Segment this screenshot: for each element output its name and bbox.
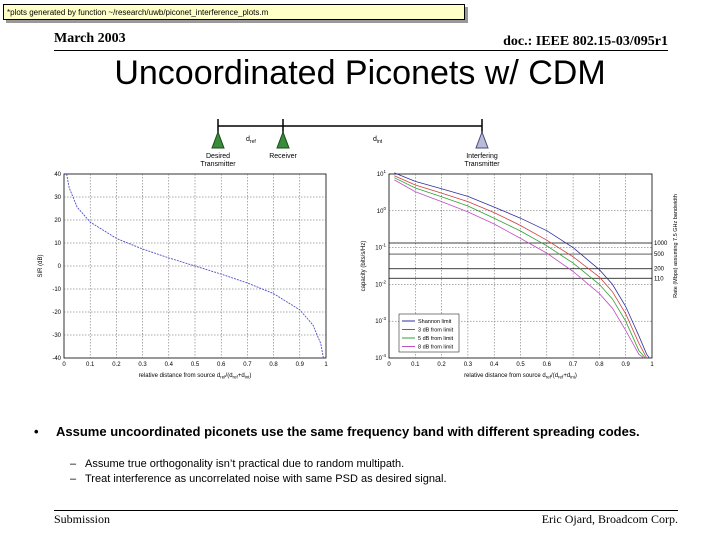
- legend-entry: 8 dB from limit: [418, 344, 454, 351]
- capacity-y-tick-label: $10^{-1}$: [375, 242, 386, 252]
- slide-title: Uncoordinated Piconets w/ CDM: [114, 54, 606, 92]
- capacity-x-tick-label: 0.6: [542, 362, 551, 368]
- legend-entry: Shannon limit: [418, 319, 452, 325]
- footer-rule: [54, 510, 678, 511]
- desired-label-1: Desired: [205, 153, 231, 160]
- dash-glyph: –: [70, 458, 77, 470]
- d-ref-label: $d_{ref}$: [246, 136, 256, 145]
- capacity-x-axis-label: relative distance from source $d_{ref}/(d_{ref}+d_{int})$: [464, 373, 577, 380]
- sir-x-tick-label: 0.6: [217, 362, 226, 368]
- main-bullet: [34, 424, 654, 439]
- capacity-x-tick-label: 0.8: [595, 362, 604, 368]
- dash-glyph: –: [70, 473, 77, 485]
- sir-y-tick-label: -20: [52, 310, 61, 316]
- sir-x-tick-label: 0.2: [112, 362, 121, 368]
- sir-y-axis-label: SIR (dB): [38, 254, 44, 278]
- desired-label-2: Transmitter: [200, 161, 236, 168]
- sir-y-tick-label: 0: [57, 264, 61, 270]
- sir-x-tick-label: 0.4: [164, 362, 173, 368]
- capacity-x-tick-label: 0.5: [516, 362, 525, 368]
- sir-x-tick-label: 0.8: [269, 362, 278, 368]
- rate-tick-label: 200: [654, 266, 665, 273]
- capacity-x-tick-label: 0.1: [411, 362, 420, 368]
- header-doc-number: doc.: IEEE 802.15-03/095r1: [503, 34, 668, 49]
- rate-tick-label: 500: [654, 252, 665, 259]
- d-int-label: $d_{int}$: [373, 136, 383, 145]
- legend-entry: 5 dB from limit: [418, 336, 454, 342]
- bullet-text: Assume uncoordinated piconets use the same frequency band with different spreading codes.: [56, 424, 640, 439]
- sir-x-tick-label: 0.7: [243, 362, 252, 368]
- capacity-x-tick-label: 1: [650, 362, 654, 368]
- sir-x-tick-label: 0.1: [86, 362, 95, 368]
- sir-x-tick-label: 1: [324, 362, 328, 368]
- plot-source-note: *plots generated by function ~/research/uwb/piconet_interference_plots.m: [3, 4, 465, 20]
- interfering-label-1: Interfering: [466, 153, 498, 160]
- sub-bullet-1: [70, 458, 404, 470]
- footer-submission: Submission: [54, 512, 111, 526]
- capacity-y-tick-label: $10^{-2}$: [375, 279, 386, 289]
- capacity-y-tick-label: $10^{-3}$: [375, 316, 386, 326]
- interfering-label-2: Transmitter: [464, 161, 500, 168]
- header-date: March 2003: [54, 31, 126, 46]
- capacity-x-tick-label: 0: [387, 362, 391, 368]
- sir-x-tick-label: 0.3: [138, 362, 147, 368]
- rate-axis-label: Rate (Mbps) assuming 7.5 GHz bandwidth: [673, 194, 679, 298]
- capacity-x-tick-label: 0.3: [463, 362, 473, 368]
- sir-y-tick-label: -40: [52, 356, 61, 362]
- sub-bullet-2: [70, 473, 447, 485]
- sir-y-tick-label: 20: [54, 218, 61, 224]
- sub-bullet-text: Treat interference as uncorrelated noise with same PSD as desired signal.: [85, 473, 447, 485]
- sir-x-axis-label: relative distance from source $d_{ref}/(d_{ref}+d_{int})$: [138, 373, 252, 380]
- sir-y-tick-label: -10: [52, 287, 61, 293]
- sir-y-tick-label: 30: [54, 195, 61, 201]
- capacity-x-tick-label: 0.9: [621, 362, 630, 368]
- sir-y-tick-label: 40: [54, 172, 61, 178]
- capacity-x-tick-label: 0.7: [568, 362, 578, 368]
- legend-entry: 3 dB from limit: [418, 327, 454, 334]
- sir-x-tick-label: 0: [62, 362, 66, 368]
- sub-bullet-text: Assume true orthogonality isn’t practical due to random multipath.: [85, 458, 405, 470]
- sir-y-tick-label: -30: [52, 333, 61, 339]
- receiver-label: Receiver: [269, 153, 297, 160]
- capacity-y-tick-label: $10^0$: [376, 205, 386, 215]
- sir-x-tick-label: 0.5: [190, 362, 200, 368]
- capacity-y-axis-label: capacity (bits/s/Hz): [361, 240, 367, 292]
- bullet-glyph: •: [34, 424, 39, 439]
- rate-tick-label: 1000: [654, 241, 668, 247]
- sir-x-tick-label: 0.9: [295, 362, 304, 368]
- footer-author: Eric Ojard, Broadcom Corp.: [541, 512, 678, 526]
- capacity-x-tick-label: 0.4: [490, 362, 499, 368]
- rate-tick-label: 110: [654, 276, 664, 283]
- capacity-x-tick-label: 0.2: [437, 362, 446, 368]
- capacity-y-tick-label: $10^1$: [376, 169, 386, 178]
- capacity-y-tick-label: $10^{-4}$: [375, 353, 386, 362]
- sir-y-tick-label: 10: [54, 241, 61, 247]
